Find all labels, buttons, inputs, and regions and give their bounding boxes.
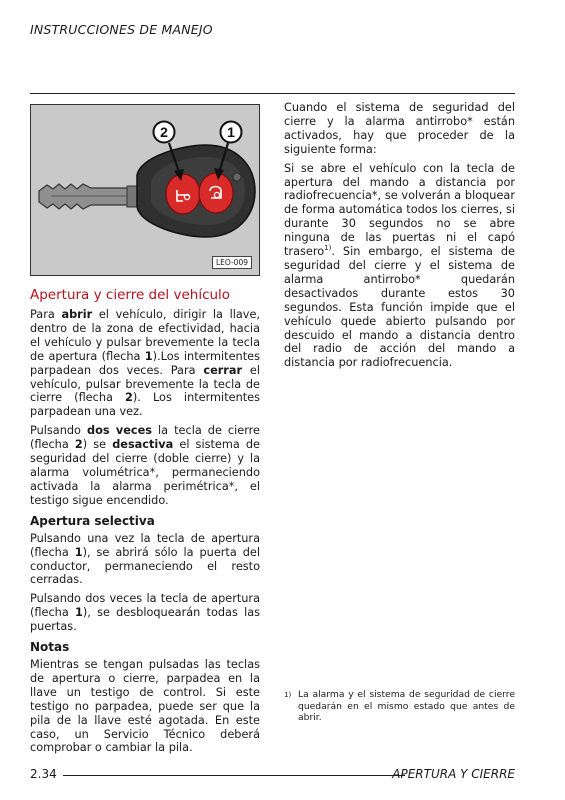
key-illustration	[31, 105, 260, 276]
paragraph-double-lock: Pulsando dos veces la tecla de cierre (flecha 2) se desactiva el sistema de seguridad del cierre (doble cierre) y la alarma volumétrica*, permaneciendo activada la alarma perimétrica*, el testigo sigue encendido.	[30, 424, 260, 507]
left-column	[30, 287, 260, 760]
open-button-fob	[199, 173, 233, 213]
paragraph-notes: Mientras se tengan pulsadas las teclas de apertura o cierre, parpadea en la llave un testigo de control. Si este testigo no parpadea, puede ser que la pila de la llave esté agotada. En este caso, un Servicio Técnico deberá comprobar o cambiar la pila.	[30, 658, 260, 755]
paragraph-auto-relock: Si se abre el vehículo con la tecla de apertura del mando a distancia por radiofrecuencia*, se volverán a bloquear de forma automática todos los cierres, si durante 30 segundos no se abre ninguna de las puertas ni el capó trasero$^{1)}$. Sin embargo, el sistema de seguridad del cierre y el sistema de alarma antirrobo* quedarán desactivados durante estos 30 segundos. Esta función impide que el vehículo quede abierto pulsando por descuido el mando a distancia dentro del radio de acción del mando a distancia por radiofrecuencia.	[284, 161, 515, 370]
subheading-selective: Apertura selectiva	[30, 513, 155, 528]
footnote-text: La alarma y el sistema de seguridad de cierre quedarán en el mismo estado que antes de abrir.	[298, 689, 515, 723]
footer-section-title: APERTURA Y CIERRE	[392, 767, 515, 781]
callout-2-label: 2	[160, 124, 168, 140]
footnote-mark: 1)	[284, 691, 292, 699]
footnote-ref: 1)	[324, 244, 332, 253]
close-button-fob	[166, 174, 200, 214]
paragraph-selective-once: Pulsando una vez la tecla de apertura (flecha 1), se abrirá sólo la puerta del conductor, permaneciendo el resto cerradas.	[30, 531, 260, 587]
paragraph-open-close: Para abrir el vehículo, dirigir la llave, dentro de la zona de efectividad, hacia el vehículo y pulsar brevemente la tecla de apertura (flecha 1).Los intermitentes parpadean dos veces. Para cerrar el vehículo, pulsar brevemente la tecla de cierre (flecha 2). Los intermitentes parpadean una vez.	[30, 308, 260, 419]
callout-1-label: 1	[227, 124, 235, 140]
header-divider	[30, 93, 515, 94]
figure-code: LEO-009	[212, 256, 252, 269]
paragraph-selective-twice: Pulsando dos veces la tecla de apertura (flecha 1), se desbloquearán todas las puertas.	[30, 592, 261, 634]
key-blade	[39, 184, 141, 209]
page-header-title: INSTRUCCIONES DE MANEJO	[30, 22, 213, 37]
footer-divider	[63, 775, 405, 776]
footnote	[284, 689, 515, 724]
paragraph-alarm-intro: Cuando el sistema de seguridad del cierre y la alarma antirrobo* están activados, hay que proceder de la siguiente forma:	[284, 101, 515, 156]
section-heading: Apertura y cierre del vehículo	[30, 287, 231, 303]
subheading-notes: Notas	[30, 640, 70, 655]
page-number: 2.34	[30, 767, 57, 781]
right-column	[284, 101, 515, 375]
key-figure	[30, 104, 260, 276]
